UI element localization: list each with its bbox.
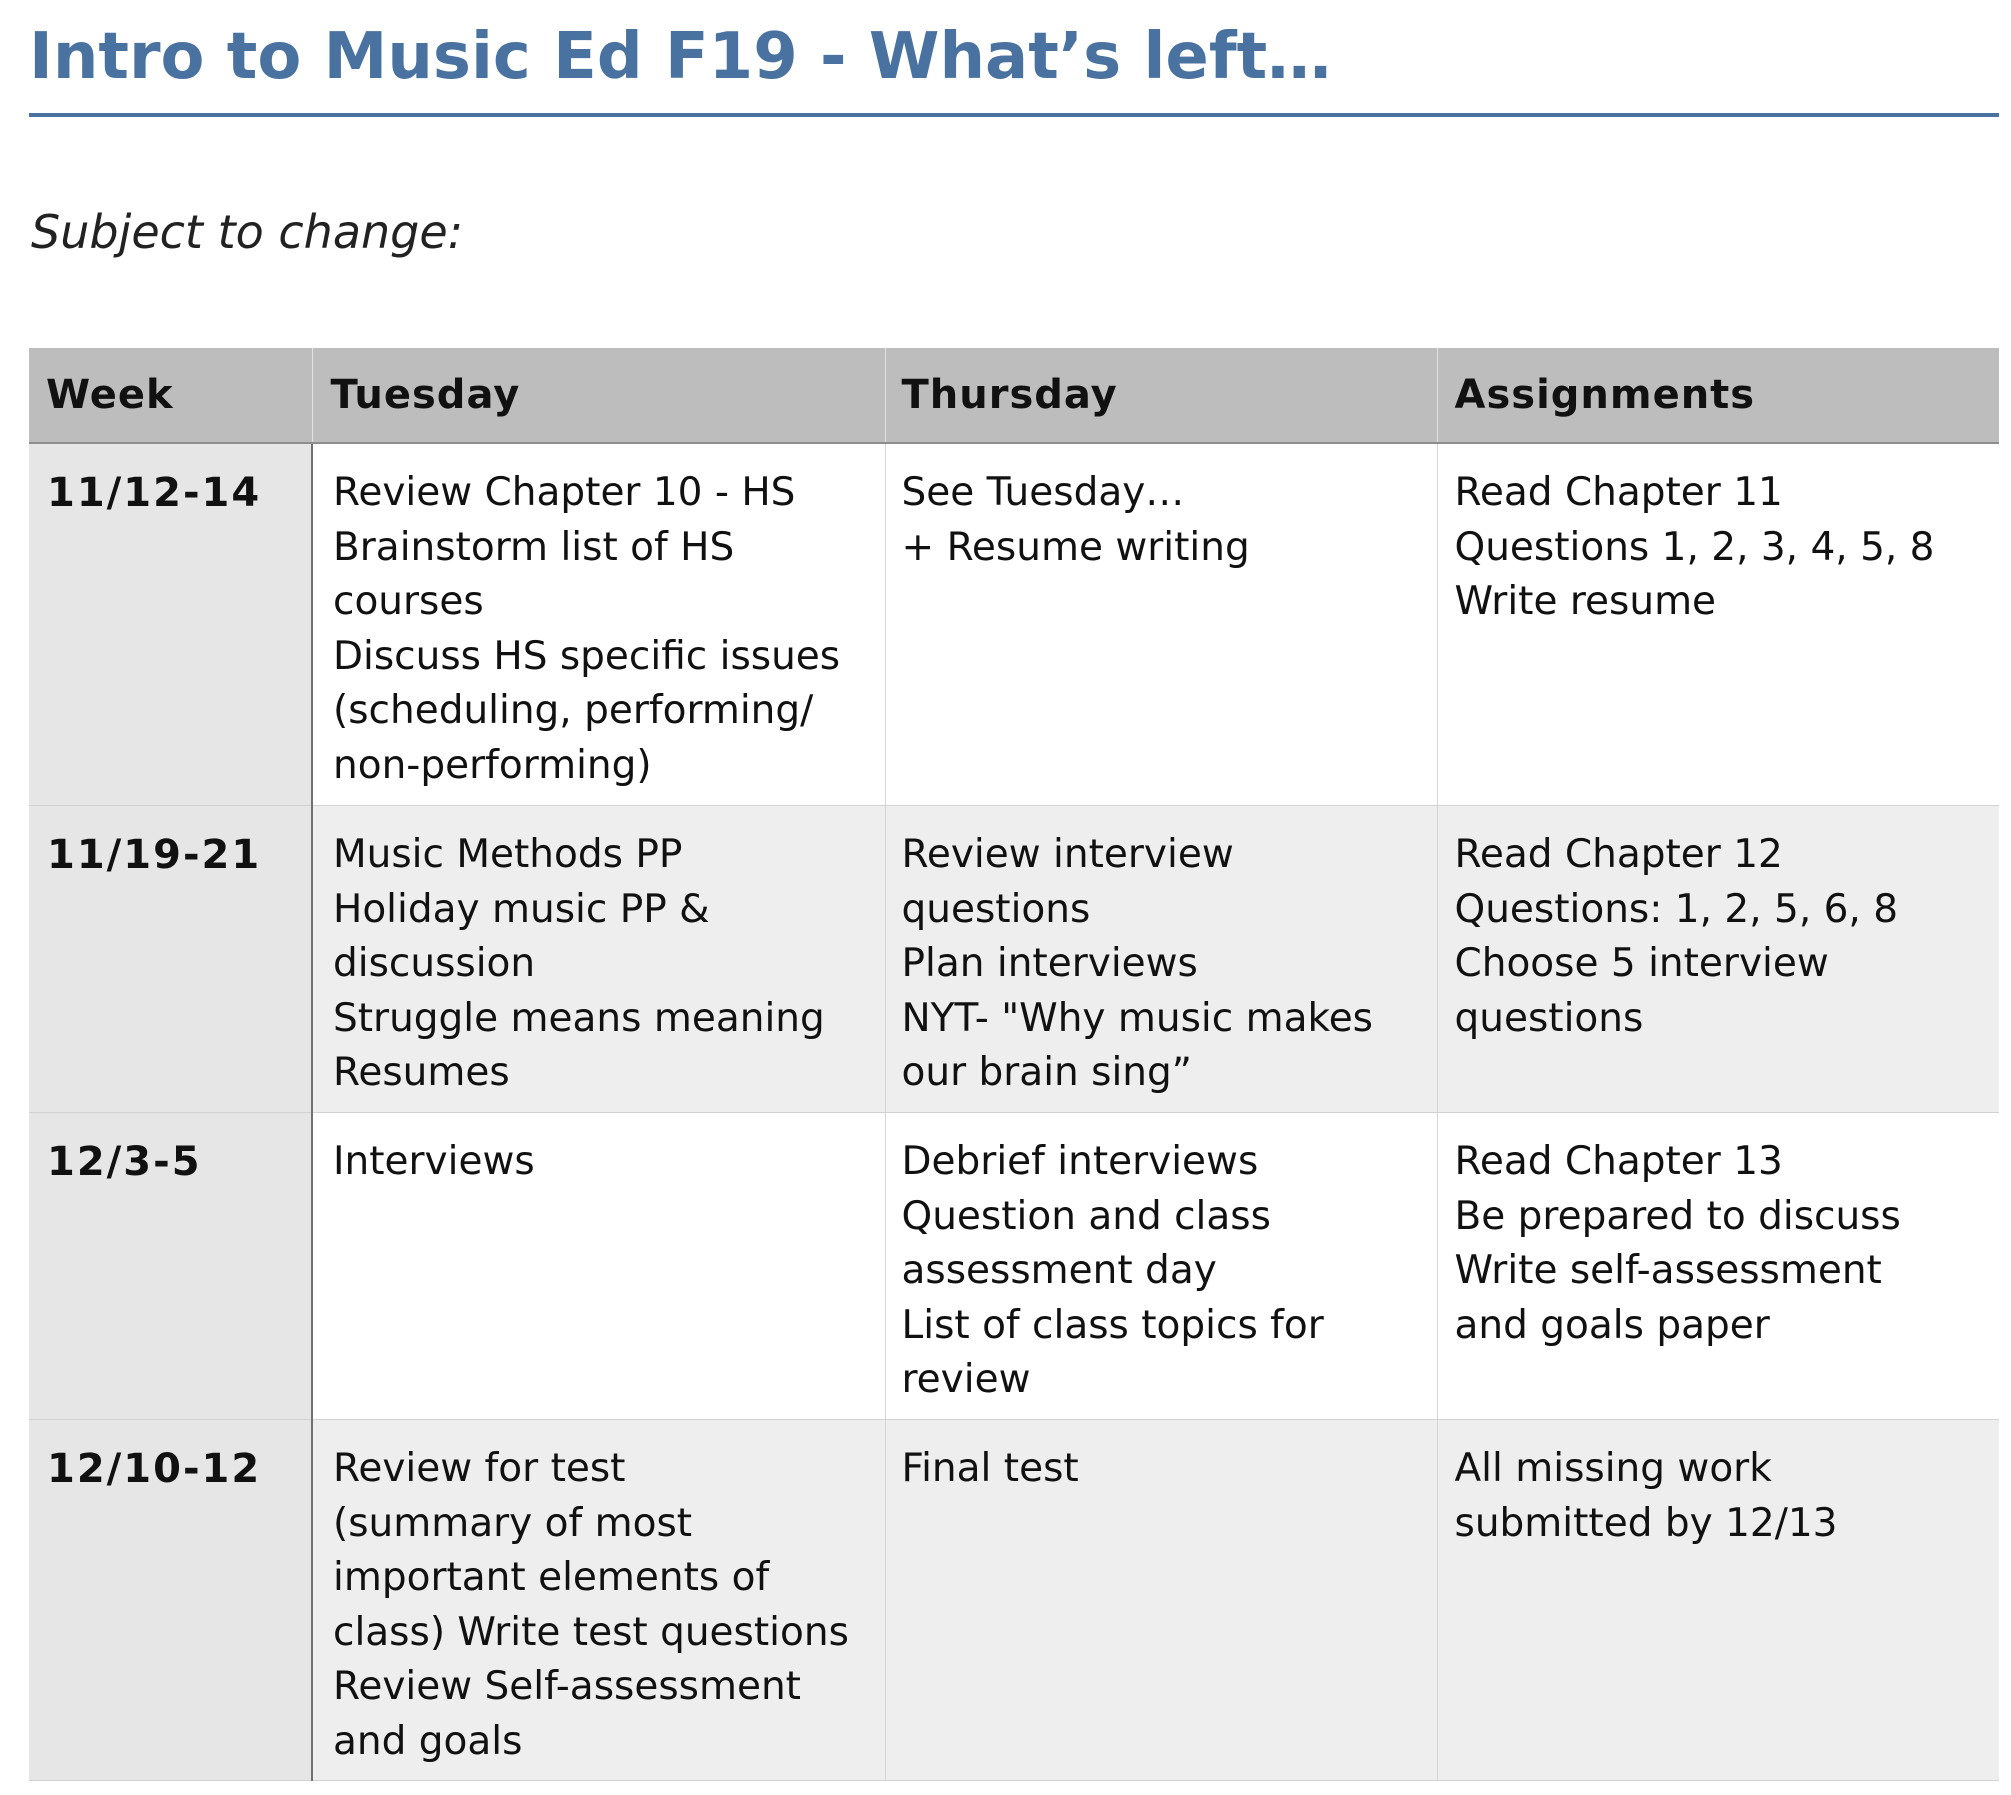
week-cell: 12/3-5 <box>29 1113 312 1420</box>
cell-line: Read Chapter 13 <box>1454 1139 1783 1184</box>
cell-line: Write resume <box>1454 579 1717 624</box>
cell-line: Final test <box>901 1446 1079 1491</box>
header-assignments: Assignments <box>1437 348 1999 443</box>
cell-line: our brain sing” <box>901 1050 1192 1095</box>
cell-line: Plan interviews <box>901 941 1198 986</box>
header-week: Week <box>29 348 312 443</box>
table-row <box>29 443 1999 806</box>
assignments-cell <box>1437 806 1999 1113</box>
cell-line: Resumes <box>333 1050 510 1095</box>
cell-line: Write self-assessment <box>1454 1248 1882 1293</box>
tuesday-cell <box>312 806 885 1113</box>
week-cell: 11/12-14 <box>29 443 312 806</box>
page-subtitle: Subject to change: <box>31 205 464 259</box>
cell-line: courses <box>333 579 484 624</box>
week-cell: 12/10-12 <box>29 1420 312 1781</box>
table-row <box>29 806 1999 1113</box>
cell-line: review <box>901 1357 1031 1402</box>
cell-line: class) Write test questions <box>333 1609 849 1655</box>
cell-line: Review interview <box>901 832 1234 877</box>
cell-line: Review Self-assessment <box>333 1664 801 1709</box>
table-row <box>29 1420 1999 1781</box>
cell-line: See Tuesday… <box>901 470 1185 515</box>
cell-line: Read Chapter 12 <box>1454 832 1783 877</box>
thursday-cell <box>885 806 1437 1113</box>
cell-line: Holiday music PP & <box>333 886 710 932</box>
assignments-cell <box>1437 1420 1999 1781</box>
cell-line: Debrief interviews <box>901 1139 1259 1184</box>
cell-line: All missing work <box>1454 1446 1772 1491</box>
cell-line: Read Chapter 11 <box>1454 470 1783 515</box>
table-row <box>29 1113 1999 1420</box>
cell-line: non-performing) <box>333 742 652 788</box>
thursday-cell <box>885 1420 1437 1781</box>
assignments-cell <box>1437 1113 1999 1420</box>
cell-line: Questions: 1, 2, 5, 6, 8 <box>1454 886 1899 932</box>
assignments-cell <box>1437 443 1999 806</box>
cell-line: questions <box>1454 995 1644 1041</box>
cell-line: Review Chapter 10 - HS <box>333 470 796 515</box>
cell-line: questions <box>901 886 1091 932</box>
header-row <box>29 348 1999 443</box>
cell-line: Review for test <box>333 1446 626 1491</box>
cell-line: and goals paper <box>1454 1302 1770 1348</box>
header-tuesday: Tuesday <box>312 348 885 443</box>
cell-line: List of class topics for <box>901 1302 1324 1348</box>
cell-line: Brainstorm list of HS <box>333 524 735 570</box>
cell-line: Be prepared to discuss <box>1454 1193 1901 1239</box>
cell-line: (summary of most <box>333 1500 693 1546</box>
tuesday-cell <box>312 1420 885 1781</box>
cell-line: Choose 5 interview <box>1454 941 1829 986</box>
header-thursday: Thursday <box>885 348 1437 443</box>
cell-line: Struggle means meaning <box>333 995 825 1041</box>
tuesday-cell <box>312 443 885 806</box>
tuesday-cell <box>312 1113 885 1420</box>
thursday-cell <box>885 443 1437 806</box>
cell-line: + Resume writing <box>901 524 1250 570</box>
cell-line: and goals <box>333 1718 523 1764</box>
cell-line: Discuss HS specific issues <box>333 633 841 679</box>
cell-line: submitted by 12/13 <box>1454 1500 1838 1546</box>
title-divider <box>29 113 1999 117</box>
cell-line: Interviews <box>333 1139 535 1184</box>
table-header <box>29 348 1999 443</box>
cell-line: Music Methods PP <box>333 832 683 877</box>
cell-line: Questions 1, 2, 3, 4, 5, 8 <box>1454 524 1935 570</box>
cell-line: assessment day <box>901 1248 1217 1293</box>
cell-line: discussion <box>333 941 536 986</box>
cell-line: (scheduling, performing/ <box>333 688 814 733</box>
cell-line: Question and class <box>901 1193 1271 1239</box>
schedule-table <box>29 348 1999 1781</box>
cell-line: important elements of <box>333 1555 770 1600</box>
page-title: Intro to Music Ed F19 - What’s left… <box>29 20 1332 94</box>
week-cell: 11/19-21 <box>29 806 312 1113</box>
cell-line: NYT- "Why music makes <box>901 995 1374 1041</box>
thursday-cell <box>885 1113 1437 1420</box>
